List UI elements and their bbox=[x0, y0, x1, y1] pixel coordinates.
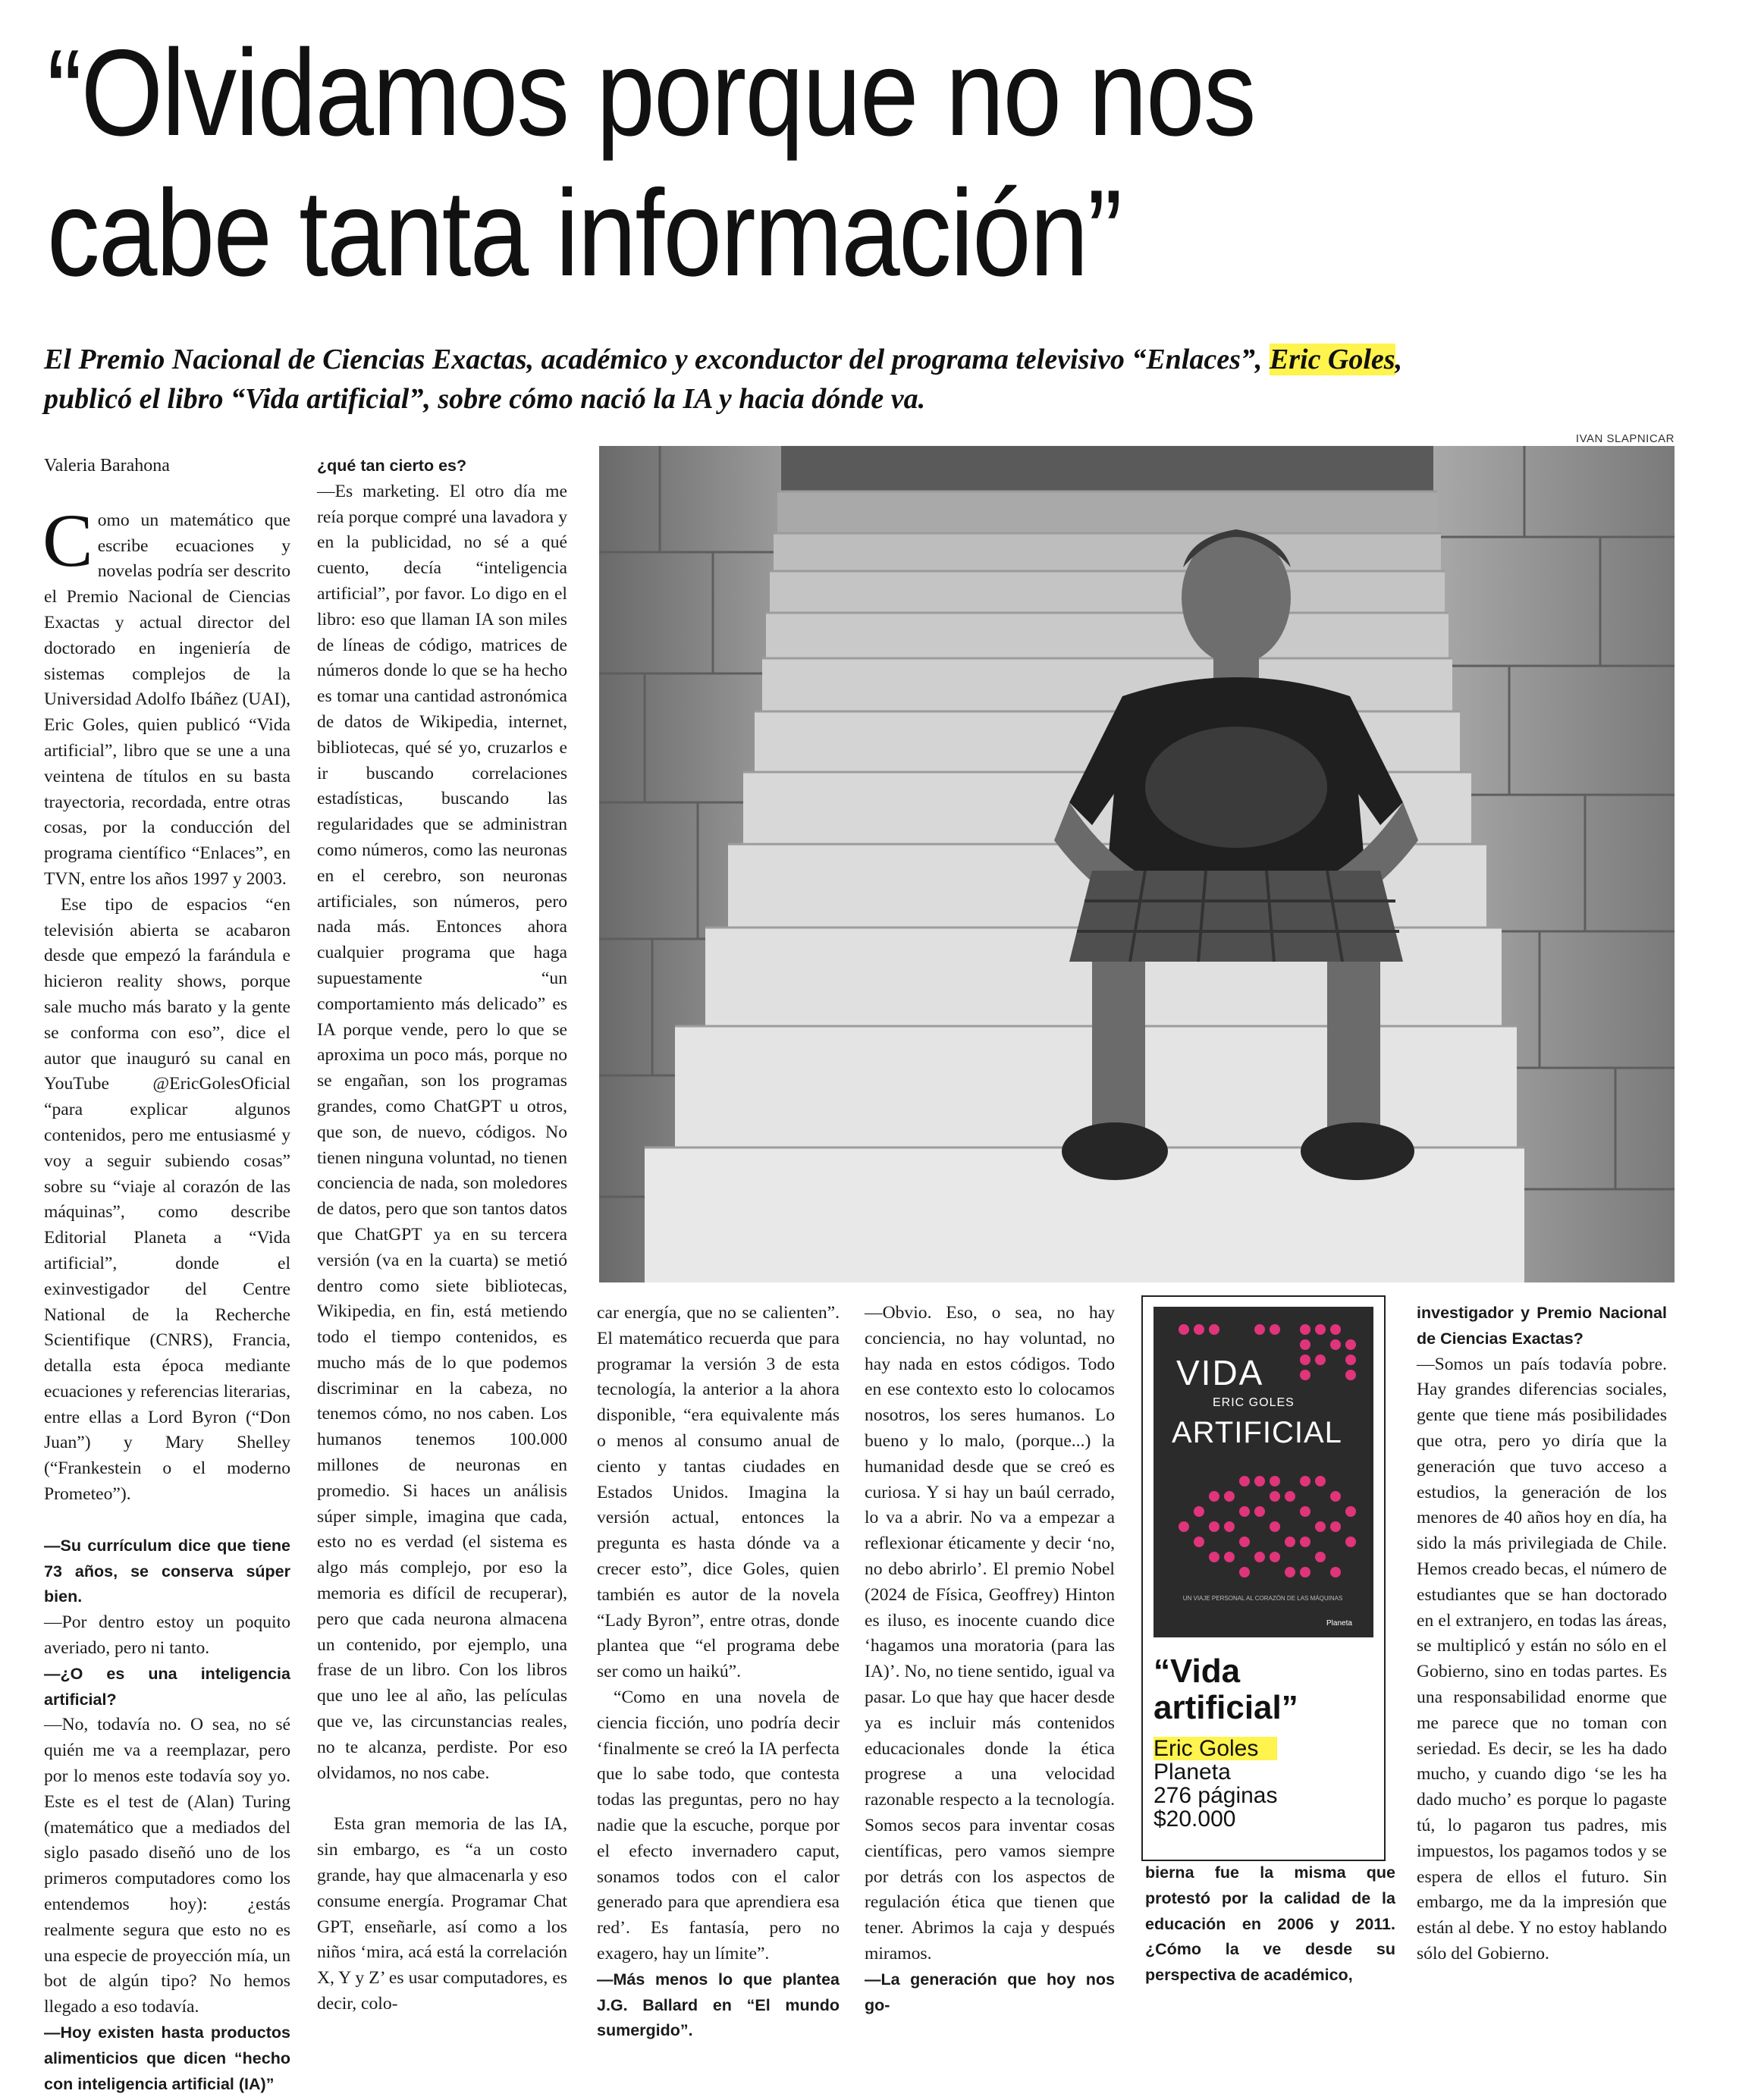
article-column-6 bbox=[1417, 1301, 1667, 1967]
interview-answer: —Somos un país todavía pobre. Hay grandes diferencias sociales, gente que tiene más posibilidades que otra, pero yo diría que la generación que tuvo acceso a estudios, la generación de los menores de 40 años hoy en día, ha sido la más privilegiada de Chile. Hemos creado becas, el número de estudiantes que se han doctorado en el extranjero, en todas las áreas, se multiplicó y están no sólo en el Gobierno, sino en todas partes. Es una responsabilidad enorme que me parece que no toman con seriedad. Es decir, se les ha dado mucho, y cuando digo ‘se les ha dado mucho’ es porque lo pagaste tú, lo pagaron tus padres, mis impuestos, los pagamos todos y se espera de ellos el futuro. Sin embargo, me da la impresión que están al debe. Y no estoy hablando sólo del Gobierno. bbox=[1417, 1354, 1667, 1964]
interview-question: —Hoy existen hasta productos alimenticios que dicen “hecho con inteligencia artificial (IA)” bbox=[44, 2023, 290, 2093]
portrait-photo bbox=[599, 446, 1675, 1282]
lead-paragraph: Como un matemático que escribe ecuaciones y novelas podría ser descrito el Premio Nacional de Ciencias Exactas y actual director del doctorado en ingeniería de sistemas complejos de la Universidad Adolfo Ibáñez (UAI), Eric Goles, quien publicó “Vida artificial”, libro que se une a una veintena de títulos en su basta trayectoria, recordada, entre otras cosas, por la conducción del programa científico “Enlaces”, en TVN, entre los años 1997 y 2003. bbox=[42, 498, 290, 889]
interview-question: —Más menos lo que plantea J.G. Ballard en “El mundo sumergido”. bbox=[597, 1970, 840, 2040]
paragraph: “Como en una novela de ciencia ficción, uno podría decir ‘finalmente se creó la IA perfecta que lo sabe todo, que contesta todas las preguntas, pero no hay nadie que la escuche, porque por el efecto invernadero caput, sonamos todos con el calor generado para que aprendiera esa red’. Es fantasía, pero no exagero, hay un límite”. bbox=[597, 1687, 840, 1964]
book-pages: 276 páginas bbox=[1154, 1783, 1278, 1808]
cover-author: ERIC GOLES bbox=[1213, 1396, 1295, 1409]
drop-cap: C bbox=[42, 498, 93, 582]
article-column-3 bbox=[597, 1301, 840, 2044]
dek-line-2: publicó el libro “Vida artificial”, sobre cómo nació la IA y hacia dónde va. bbox=[44, 383, 926, 415]
byline: Valeria Barahona bbox=[44, 456, 170, 476]
cover-title-line-1: VIDA bbox=[1176, 1353, 1264, 1392]
book-author: Eric Goles bbox=[1154, 1737, 1277, 1760]
article-column-5 bbox=[1145, 1860, 1395, 1989]
cover-publisher: Planeta bbox=[1326, 1619, 1352, 1628]
interview-answer: —Obvio. Eso, o sea, no hay conciencia, no hay voluntad, no hay nada en estos códigos. Todo en ese contexto esto lo colocamos nosotros, los seres humanos. Lo bueno y lo malo, (porque...) la humanidad desde que se creó es curiosa. Y si hay un baúl cerrado, lo va a abrir. No va a empezar a reflexionar éticamente y decir ‘no, no debo abrirlo’. El premio Nobel (2024 de Física, Geoffrey) Hinton es iluso, es inocente cuando dice ‘hagamos una moratoria (para las IA)’. No, no tiene sentido, igual va pasar. Lo que hay que hacer desde ya es incluir más contenidos educacionales donde la ética progrese a una velocidad razonable respecto a la tecnología. Somos secos para inventar cosas científicas, pero vamos siempre por detrás con los aspectos de regulación ética que tienen que tener. Abrimos la caja y después miramos. bbox=[865, 1303, 1115, 1964]
highlighted-name: Eric Goles bbox=[1269, 344, 1395, 375]
book-cover bbox=[1154, 1307, 1373, 1637]
book-meta bbox=[1154, 1737, 1277, 1831]
interview-question: —La generación que hoy nos go- bbox=[865, 1970, 1115, 2014]
article-column-2 bbox=[317, 454, 567, 2017]
photo-credit: IVAN SLAPNICAR bbox=[1575, 432, 1675, 445]
interview-question: ¿qué tan cierto es? bbox=[317, 457, 467, 475]
cover-title-line-2: ARTIFICIAL bbox=[1172, 1416, 1342, 1449]
article-column-1 bbox=[44, 454, 290, 2097]
article-column-4 bbox=[865, 1301, 1115, 2018]
paragraph: Esta gran memoria de las IA, sin embargo, es “a un costo grande, hay que almacenarla y eso consume energía. Programar Chat GPT, enseñarle, así como a los niños ‘mira, acá está la correlación X, Y y Z’ es usar computadores, es decir, colo- bbox=[317, 1814, 567, 2014]
headline-line-1: “Olvidamos porque no nos bbox=[47, 24, 1255, 162]
headline-line-2: cabe tanta información” bbox=[47, 165, 1122, 302]
interview-answer: —Por dentro estoy un poquito averiado, pero ni tanto. bbox=[44, 1612, 290, 1659]
cover-tagline: UN VIAJE PERSONAL AL CORAZÓN DE LAS MÁQUINAS bbox=[1182, 1595, 1343, 1602]
book-price: $20.000 bbox=[1154, 1807, 1236, 1832]
interview-question: bierna fue la misma que protestó por la calidad de la educación en 2006 y 2011. ¿Cómo la ve desde su perspectiva de académico, bbox=[1145, 1863, 1395, 1985]
paragraph: Ese tipo de espacios “en televisión abierta se acabaron desde que empezó la farándula e hicieron reality shows, porque sale mucho más barato y la gente se conforma con eso”, dice el autor que inauguró su canal en YouTube @EricGolesOficial “para explicar algunos contenidos, pero me entusiasmé y voy a seguir subiendo cosas” sobre su “viaje al corazón de las máquinas”, como describe Editorial Planeta a “Vida artificial”, donde el exinvestigador del Centre National de la Recherche Scientifique (CNRS), Francia, detalla esta época mediante ecuaciones y referencias literarias, entre ellas a Lord Byron (“Don Juan”) y Mary Shelley (“Frankestein o el moderno Prometeo”). bbox=[44, 894, 290, 1505]
staircase-portrait-illustration bbox=[599, 446, 1675, 1282]
interview-answer: —Es marketing. El otro día me reía porque compré una lavadora y en la publicidad, no sé a qué cuento, decía “inteligencia artificial”, por favor. Lo digo en el libro: eso que llaman IA son miles de líneas de código, matrices de números donde lo que se ha hecho es tomar una cantidad astronómica de datos de Wikipedia, internet, bibliotecas, qué sé yo, cruzarlos e ir buscando correlaciones estadísticas, buscando las regularidades que se administran como números, como las neuronas en el cerebro, son neuronas artificiales, son números, pero nada más. Entonces ahora cualquier programa que haga supuestamente “un comportamiento más delicado” es IA porque vende, pero lo que se aproxima un poco más, porque no se engañan, son los programas grandes, como ChatGPT u otros, que son, de nuevo, códigos. No tienen ninguna voluntad, no tienen conciencia de nada, son moledores de datos, pero que son tantos datos que ChatGPT ya en su tercera versión (va en la cuarta) se metió dentro como siete bibliotecas, Wikipedia, en fin, está metiendo todo el tiempo contenidos, es mucho más de lo que podemos discriminar en la cabeza, no tenemos cómo, no nos caben. Los humanos tenemos 100.000 millones de neuronas en promedio. Si haces un análisis súper simple, imagina que cada, esto no es verdad (el sistema es algo más complejo, por eso la memoria es difícil de recuperar), pero que cada neurona almacena un contenido, por ejemplo, una frase de un libro. Con los libros que uno lee al año, las películas que ve, las circunstancias reales, no te alcanza, perdiste. Por eso olvidamos, no nos cabe. bbox=[317, 481, 567, 1783]
interview-question: —¿O es una inteligencia artificial? bbox=[44, 1664, 290, 1709]
book-publisher: Planeta bbox=[1154, 1760, 1231, 1785]
book-title: “Vida artificial” bbox=[1154, 1653, 1298, 1726]
headline bbox=[47, 23, 1482, 303]
dek bbox=[44, 340, 1712, 419]
interview-question: —Su currículum dice que tiene 73 años, se conserva súper bien. bbox=[44, 1536, 290, 1606]
dek-line-1: El Premio Nacional de Ciencias Exactas, académico y exconductor del programa televisivo “Enlaces”, Eric Goles, bbox=[44, 344, 1403, 375]
interview-question: investigador y Premio Nacional de Ciencias Exactas? bbox=[1417, 1304, 1667, 1348]
paragraph: car energía, que no se calienten”. El matemático recuerda que para programar la versión 3 de esta tecnología, la anterior a la ahora disponible, “era equivalente más o menos al consumo anual de ciento y tantas ciudades en Estados Unidos. Imagina la versión actual, entonces la pregunta es hasta dónde va a crecer esto”, dice Goles, quien también es autor de la novela “Lady Byron”, entre otras, donde plantea que “el programa debe ser como un haikú”. bbox=[597, 1303, 840, 1682]
interview-answer: —No, todavía no. O sea, no sé quién me va a reemplazar, pero por lo menos este todavía soy yo. Este es el test de (Alan) Turing (matemático que a mediados del siglo pasado diseñó uno de los primeros computadores como los entendemos hoy): ¿estás realmente segura que esto no es una especie de proyección mía, un bot de algún tipo? No hemos llegado a eso todavía. bbox=[44, 1715, 290, 2017]
book-info-box bbox=[1141, 1295, 1386, 1861]
